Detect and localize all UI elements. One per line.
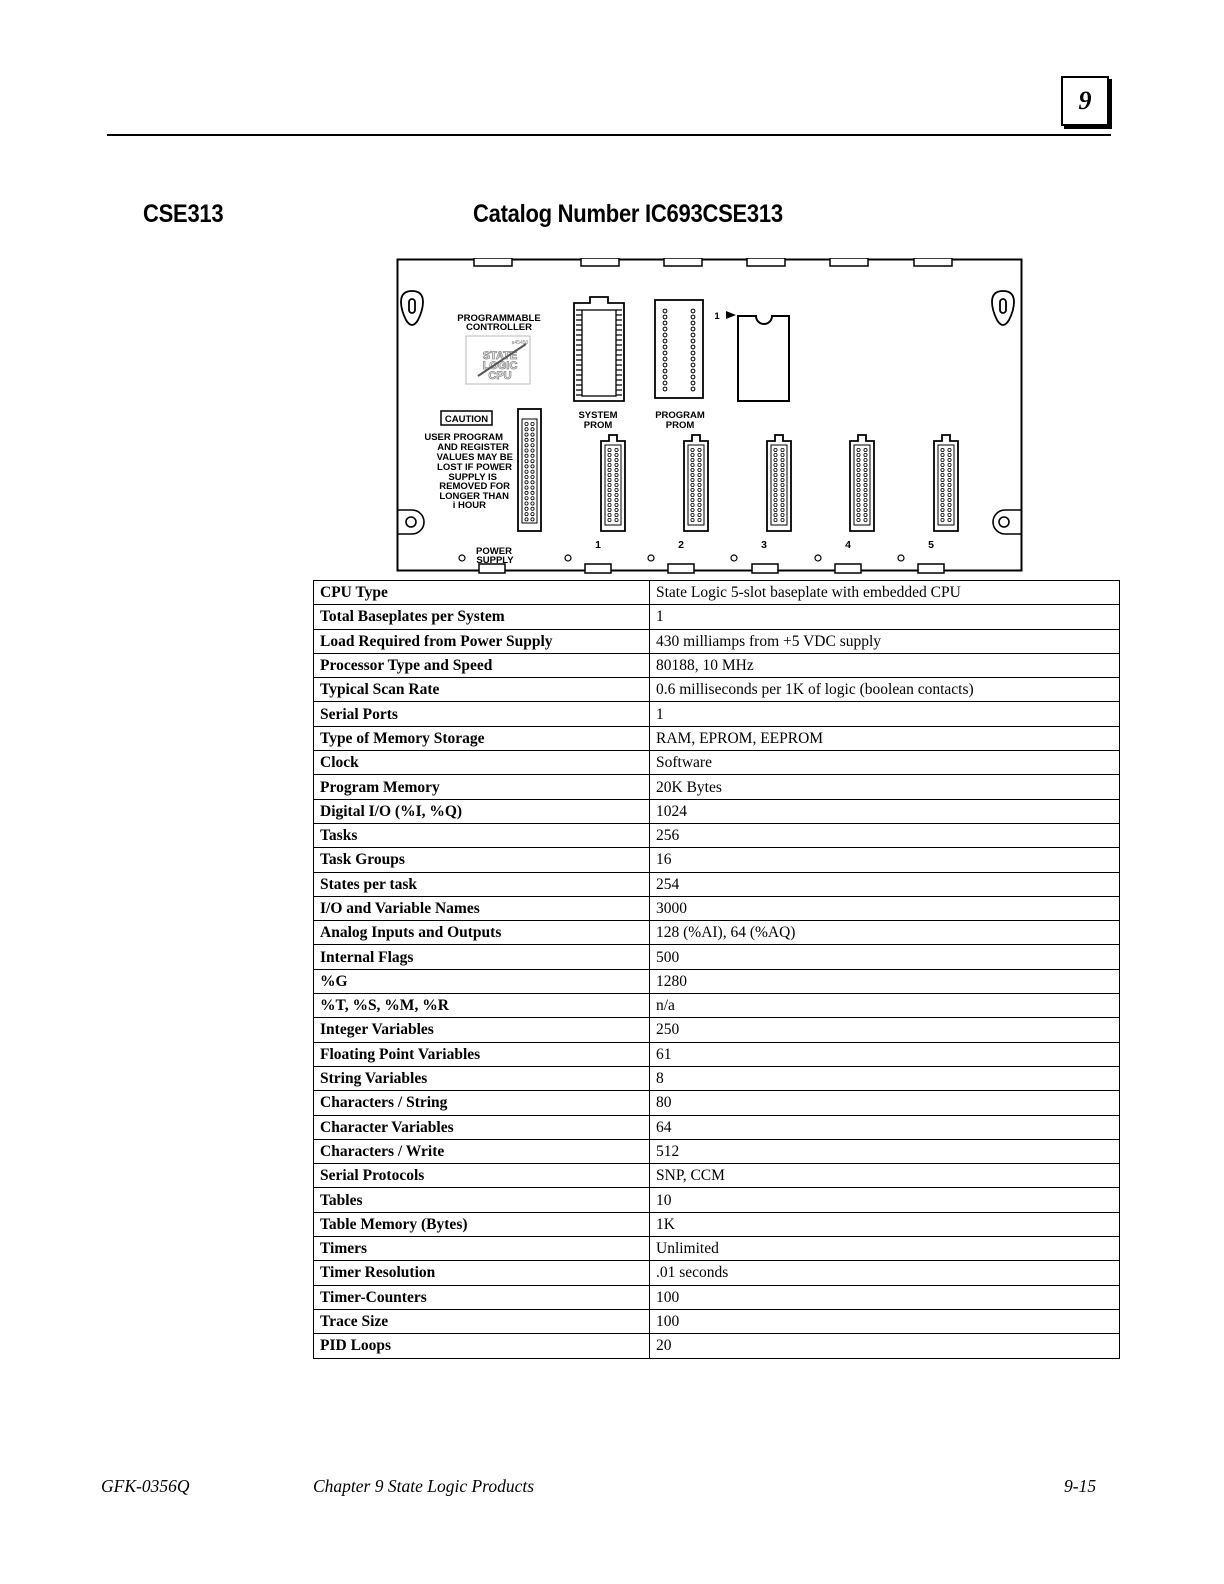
spec-label: Clock (314, 751, 650, 775)
spec-value: 256 (650, 823, 1120, 847)
spec-label: Characters / String (314, 1091, 650, 1115)
spec-row (314, 751, 1120, 775)
spec-value: 80 (650, 1091, 1120, 1115)
spec-label: Typical Scan Rate (314, 678, 650, 702)
spec-value: RAM, EPROM, EEPROM (650, 726, 1120, 750)
spec-value: Software (650, 751, 1120, 775)
slot-connector-4 (850, 435, 874, 531)
spec-label: Characters / Write (314, 1139, 650, 1163)
spec-row (314, 896, 1120, 920)
spec-row (314, 921, 1120, 945)
spec-value: 3000 (650, 896, 1120, 920)
caution-line: i HOUR (452, 500, 486, 511)
slot-number-1: 1 (595, 539, 601, 551)
power-supply-label-line1: POWER (476, 546, 512, 557)
spec-row (314, 1334, 1120, 1358)
logo-small-text: a45450 (511, 340, 529, 346)
chapter-number-box (1061, 76, 1109, 126)
program-prom-chip (738, 316, 789, 401)
spec-row (314, 1164, 1120, 1188)
spec-row (314, 581, 1120, 605)
footer-doc-id: GFK-0356Q (101, 1476, 190, 1496)
spec-value: 64 (650, 1115, 1120, 1139)
power-supply-connector (518, 409, 541, 531)
caution-line: REMOVED FOR (439, 481, 510, 492)
catalog-title: Catalog Number IC693CSE313 (473, 200, 783, 228)
spec-row (314, 872, 1120, 896)
spec-row (314, 1091, 1120, 1115)
spec-row (314, 1261, 1120, 1285)
spec-row (314, 994, 1120, 1018)
spec-row (314, 1188, 1120, 1212)
section-id: CSE313 (143, 200, 224, 228)
slot-number-3: 3 (761, 539, 767, 551)
spec-value: 250 (650, 1018, 1120, 1042)
pin-one-marker: 1 (714, 311, 720, 322)
caution-line: LOST IF POWER (437, 462, 512, 473)
spec-value: 0.6 milliseconds per 1K of logic (boolean contacts) (650, 678, 1120, 702)
slot-connector-1 (601, 435, 625, 531)
spec-label: Timer-Counters (314, 1285, 650, 1309)
spec-row (314, 629, 1120, 653)
spec-value: 100 (650, 1309, 1120, 1333)
spec-value: 1 (650, 605, 1120, 629)
spec-value: 1 (650, 702, 1120, 726)
spec-label: Tasks (314, 823, 650, 847)
controller-label-line2: CONTROLLER (466, 322, 532, 333)
spec-value: 512 (650, 1139, 1120, 1163)
spec-row (314, 969, 1120, 993)
spec-row (314, 799, 1120, 823)
spec-value: Unlimited (650, 1237, 1120, 1261)
spec-row (314, 1212, 1120, 1236)
spec-label: Digital I/O (%I, %Q) (314, 799, 650, 823)
spec-value: n/a (650, 994, 1120, 1018)
controller-label-line1: PROGRAMMABLE (457, 313, 541, 324)
spec-row (314, 1237, 1120, 1261)
spec-row (314, 653, 1120, 677)
spec-label: Program Memory (314, 775, 650, 799)
slot-connector-5 (934, 435, 958, 531)
slot-number-4: 4 (845, 539, 851, 551)
spec-value: 500 (650, 945, 1120, 969)
power-supply-label-line2: SUPPLY (476, 555, 514, 566)
spec-row (314, 1066, 1120, 1090)
logo-line2: LOGIC (482, 360, 518, 372)
spec-value: SNP, CCM (650, 1164, 1120, 1188)
spec-label: %T, %S, %M, %R (314, 994, 650, 1018)
spec-value: 61 (650, 1042, 1120, 1066)
caution-line: AND REGISTER (437, 442, 509, 453)
spec-label: Floating Point Variables (314, 1042, 650, 1066)
spec-label: States per task (314, 872, 650, 896)
spec-row (314, 823, 1120, 847)
logo-line1: STATE (482, 350, 518, 362)
spec-row (314, 1115, 1120, 1139)
program-prom-label-line2: PROM (665, 420, 695, 431)
system-prom-label-line2: PROM (583, 420, 613, 431)
spec-value: 254 (650, 872, 1120, 896)
spec-row (314, 1139, 1120, 1163)
program-prom-label-line1: PROGRAM (655, 410, 705, 421)
spec-label: Timers (314, 1237, 650, 1261)
spec-value: 128 (%AI), 64 (%AQ) (650, 921, 1120, 945)
caution-line: USER PROGRAM (424, 432, 503, 443)
slot-number-5: 5 (928, 539, 934, 551)
spec-value: 20K Bytes (650, 775, 1120, 799)
spec-value: .01 seconds (650, 1261, 1120, 1285)
spec-row (314, 848, 1120, 872)
spec-label: Integer Variables (314, 1018, 650, 1042)
spec-value: 10 (650, 1188, 1120, 1212)
footer-chapter: Chapter 9 State Logic Products (313, 1476, 535, 1496)
spec-value: 20 (650, 1334, 1120, 1358)
spec-label: Character Variables (314, 1115, 650, 1139)
spec-row (314, 702, 1120, 726)
spec-row (314, 1285, 1120, 1309)
spec-row (314, 1042, 1120, 1066)
spec-row (314, 1309, 1120, 1333)
spec-label: Tables (314, 1188, 650, 1212)
spec-label: Type of Memory Storage (314, 726, 650, 750)
header-rule (107, 134, 1111, 136)
spec-label: Timer Resolution (314, 1261, 650, 1285)
spec-label: Analog Inputs and Outputs (314, 921, 650, 945)
spec-label: PID Loops (314, 1334, 650, 1358)
chapter-number: 9 (1078, 86, 1092, 115)
logo-line3: CPU (488, 370, 512, 382)
spec-value: 100 (650, 1285, 1120, 1309)
footer-page-number: 9-15 (1064, 1476, 1097, 1496)
spec-label: Serial Protocols (314, 1164, 650, 1188)
spec-value: 8 (650, 1066, 1120, 1090)
spec-label: String Variables (314, 1066, 650, 1090)
spec-label: Total Baseplates per System (314, 605, 650, 629)
spec-value: 1024 (650, 799, 1120, 823)
system-prom-label-line1: SYSTEM (578, 410, 618, 421)
spec-row (314, 945, 1120, 969)
slot-connector-2 (684, 435, 708, 531)
spec-row (314, 678, 1120, 702)
spec-row (314, 775, 1120, 799)
spec-label: Processor Type and Speed (314, 653, 650, 677)
specifications-table (313, 580, 1120, 1359)
spec-value: 430 milliamps from +5 VDC supply (650, 629, 1120, 653)
spec-value: 80188, 10 MHz (650, 653, 1120, 677)
caution-line: VALUES MAY BE (436, 452, 513, 463)
spec-label: Trace Size (314, 1309, 650, 1333)
spec-label: Internal Flags (314, 945, 650, 969)
spec-value: 16 (650, 848, 1120, 872)
spec-label: Load Required from Power Supply (314, 629, 650, 653)
spec-value: 1K (650, 1212, 1120, 1236)
caution-line: LONGER THAN (439, 491, 509, 502)
state-logic-logo (466, 336, 530, 384)
spec-label: %G (314, 969, 650, 993)
spec-value: 1280 (650, 969, 1120, 993)
slot-connector-3 (767, 435, 791, 531)
spec-label: I/O and Variable Names (314, 896, 650, 920)
spec-row (314, 1018, 1120, 1042)
spec-row (314, 726, 1120, 750)
caution-line: SUPPLY IS (448, 472, 497, 483)
spec-value: State Logic 5-slot baseplate with embedded CPU (650, 581, 1120, 605)
slot-number-2: 2 (678, 539, 684, 551)
caution-label: CAUTION (444, 414, 489, 425)
spec-label: Task Groups (314, 848, 650, 872)
spec-label: Table Memory (Bytes) (314, 1212, 650, 1236)
spec-label: Serial Ports (314, 702, 650, 726)
baseplate-diagram (396, 258, 1023, 574)
spec-label: CPU Type (314, 581, 650, 605)
spec-row (314, 605, 1120, 629)
